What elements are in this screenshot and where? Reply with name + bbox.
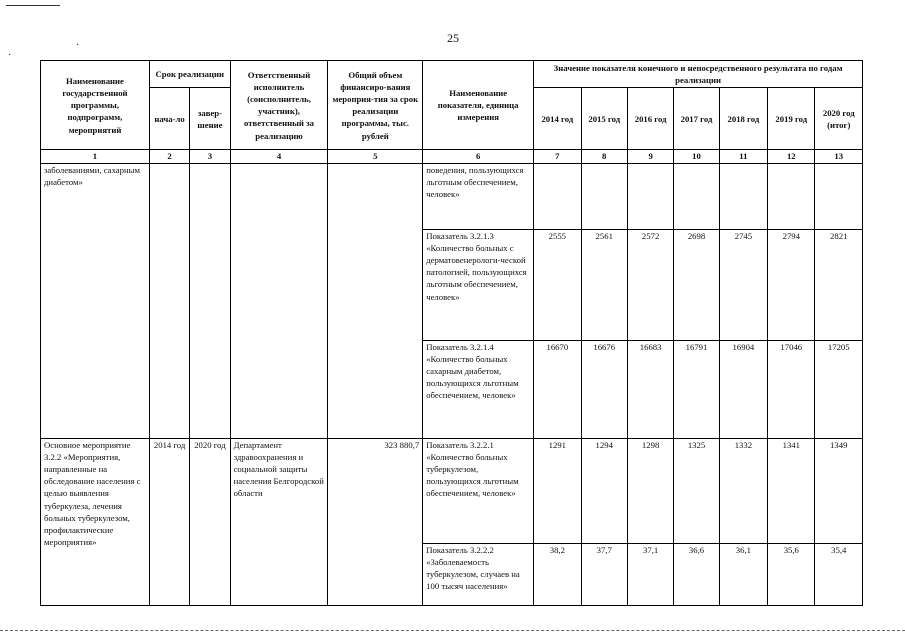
header-year: 2020 год (итог) [815,88,863,150]
bottom-scan-edge [0,630,905,637]
header-values-title: Значение показателя конечного и непосредственного результата по годам реализации [534,61,863,88]
indicator-value: 1291 [534,438,581,543]
indicator-label: Показатель 3.2.2.1 «Количество больных туберкулезом, пользующихся льготным обеспечением, человек» [423,438,534,543]
page-number: 25 [447,31,459,45]
indicator-label: Показатель 3.2.2.2 «Заболеваемость туберкулезом, случаев на 100 тысяч населения» [423,543,534,605]
indicator-value: 2698 [674,229,719,340]
event-name-continued: заболеваниями, сахарным диабетом» [41,163,150,438]
indicator-value: 2794 [768,229,815,340]
indicator-value: 1349 [815,438,863,543]
header-program-name: Наименование государственной программы, подпрограмм, мероприятий [41,61,150,150]
table-row [41,163,863,229]
indicator-value: 1294 [581,438,627,543]
indicator-value: 16904 [719,340,767,438]
empty-cell [190,163,230,438]
indicator-value: 16670 [534,340,581,438]
indicator-value: 2561 [581,229,627,340]
indicator-value: 2745 [719,229,767,340]
indicator-label: Показатель 3.2.1.4 «Количество больных сахарным диабетом, пользующихся льготным обеспечением, человек» [423,340,534,438]
col-number: 10 [674,150,719,163]
event-name: Основное мероприятие 3.2.2 «Мероприятия, направленные на обследование населения с целью выявления туберкулеза, лечения больных туберкулезом, профилактические мероприятия» [41,438,150,605]
col-number: 2 [149,150,189,163]
indicator-label: поведения, пользующихся льготным обеспечением, человек» [423,163,534,229]
indicator-value: 1298 [627,438,673,543]
event-executor: Департамент здравоохранения и социальной защиты населения Белгородской области [230,438,328,605]
header-year: 2014 год [534,88,581,150]
indicator-value: 17046 [768,340,815,438]
event-start: 2014 год [149,438,189,605]
column-numbers-row [41,150,863,163]
indicator-value: 1332 [719,438,767,543]
header-start: нача-ло [149,88,189,150]
indicator-value: 36,6 [674,543,719,605]
header-year: 2015 год [581,88,627,150]
indicator-value: 16791 [674,340,719,438]
indicator-value: 36,1 [719,543,767,605]
indicator-value: 1341 [768,438,815,543]
indicator-value: 2555 [534,229,581,340]
indicator-value: 37,1 [627,543,673,605]
indicator-value: 38,2 [534,543,581,605]
indicator-value: 2572 [627,229,673,340]
header-term: Срок реализации [149,61,230,88]
header-indicator: Наименование показателя, единица измерения [423,61,534,150]
col-number: 9 [627,150,673,163]
header-end: завер-шение [190,88,230,150]
col-number: 6 [423,150,534,163]
col-number: 4 [230,150,328,163]
col-number: 3 [190,150,230,163]
col-number: 11 [719,150,767,163]
empty-cell [149,163,189,438]
program-table [40,60,863,606]
scan-mark: · [76,40,80,51]
col-number: 7 [534,150,581,163]
header-volume: Общий объем финансиро-вания мероприя-тия за срок реализации программы, тыс. рублей [328,61,423,150]
indicator-value: 35,6 [768,543,815,605]
event-volume: 323 880,7 [328,438,423,605]
indicator-value: 2821 [815,229,863,340]
indicator-label: Показатель 3.2.1.3 «Количество больных с дерматовенерологи-ческой патологией, пользующихся льготным обеспечением, человек» [423,229,534,340]
empty-cell [328,163,423,438]
col-number: 8 [581,150,627,163]
header-year: 2018 год [719,88,767,150]
indicator-value: 16683 [627,340,673,438]
header-executor: Ответственный исполнитель (соисполнитель, участник), ответственный за реализацию [230,61,328,150]
indicator-value: 16676 [581,340,627,438]
indicator-value: 37,7 [581,543,627,605]
scan-mark: · [8,50,12,61]
header-year: 2016 год [627,88,673,150]
col-number: 12 [768,150,815,163]
table-row [41,438,863,543]
empty-cell [230,163,328,438]
header-year: 2017 год [674,88,719,150]
header-row [41,61,863,88]
indicator-value: 1325 [674,438,719,543]
event-end: 2020 год [190,438,230,605]
col-number: 5 [328,150,423,163]
top-rule [6,5,60,6]
col-number: 13 [815,150,863,163]
header-year: 2019 год [768,88,815,150]
indicator-value: 17205 [815,340,863,438]
indicator-value: 35,4 [815,543,863,605]
col-number: 1 [41,150,150,163]
